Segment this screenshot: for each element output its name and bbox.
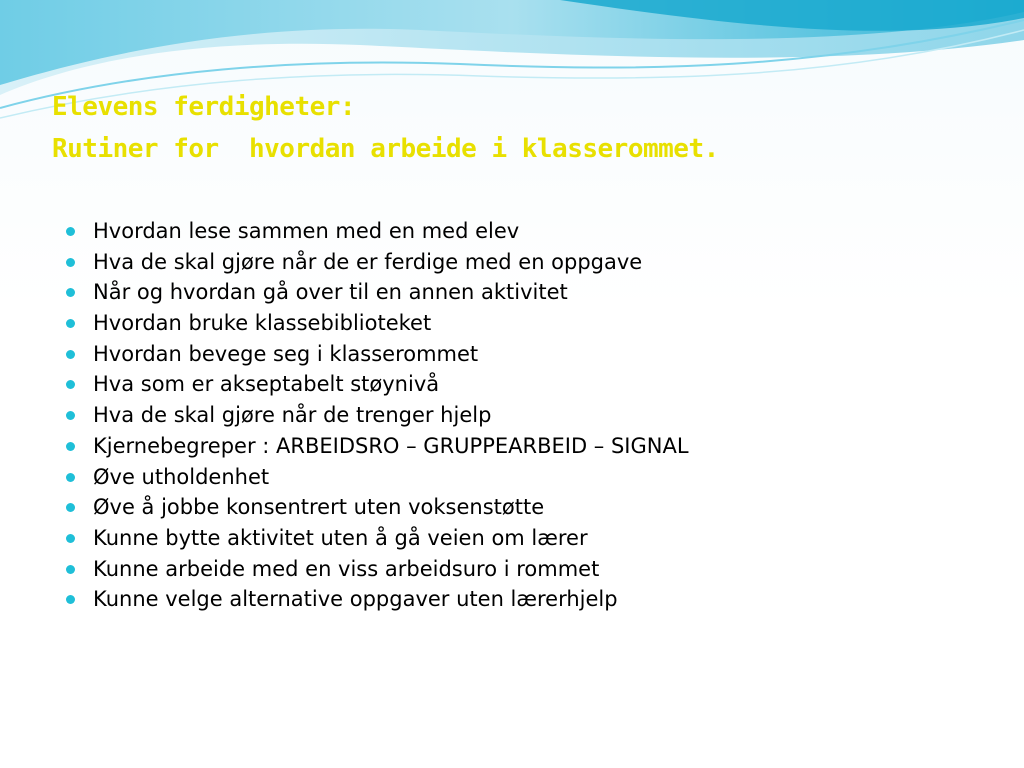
list-item-text: Kunne bytte aktivitet uten å gå veien om lærer: [93, 525, 588, 550]
list-item-text: Øve å jobbe konsentrert uten voksenstøtte: [93, 495, 545, 520]
list-item: [66, 247, 689, 278]
list-item-text: Kjernebegreper : ARBEIDSRO – GRUPPEARBEID – SIGNAL: [93, 433, 689, 458]
list-item: [66, 584, 689, 615]
list-item-text: Kunne velge alternative oppgaver uten lærerhjelp: [93, 587, 618, 612]
bullet-list: [66, 216, 689, 615]
list-item: [66, 277, 689, 308]
list-item-text: Øve utholdenhet: [93, 464, 270, 489]
bullet-icon: [66, 473, 75, 482]
bullet-icon: [66, 380, 75, 389]
list-item: [66, 339, 689, 370]
list-item: [66, 462, 689, 493]
list-item-text: Hvordan bevege seg i klasserommet: [93, 341, 479, 366]
list-item-text: Kunne arbeide med en viss arbeidsuro i rommet: [93, 556, 600, 581]
bullet-icon: [66, 442, 75, 451]
list-item-text: Hvordan bruke klassebiblioteket: [93, 311, 432, 336]
title-line-1: Elevens ferdigheter:: [52, 92, 356, 122]
bullet-icon: [66, 227, 75, 236]
bullet-icon: [66, 595, 75, 604]
bullet-icon: [66, 350, 75, 359]
list-item: [66, 554, 689, 585]
list-item: [66, 369, 689, 400]
list-item: [66, 216, 689, 247]
list-item: [66, 308, 689, 339]
bullet-icon: [66, 565, 75, 574]
list-item-text: Hvordan lese sammen med en med elev: [93, 219, 520, 243]
title-line-2: Rutiner for hvordan arbeide i klasserommet.: [52, 134, 719, 164]
bullet-icon: [66, 411, 75, 420]
list-item: [66, 492, 689, 523]
bullet-icon: [66, 503, 75, 512]
slide-title: [52, 86, 719, 170]
list-item: [66, 400, 689, 431]
list-item-text: Hva de skal gjøre når de er ferdige med en oppgave: [93, 249, 643, 274]
list-item: [66, 523, 689, 554]
list-item-text: Når og hvordan gå over til en annen aktivitet: [93, 280, 568, 305]
list-item: [66, 431, 689, 462]
bullet-icon: [66, 319, 75, 328]
list-item-text: Hva de skal gjøre når de trenger hjelp: [93, 403, 492, 428]
bullet-icon: [66, 258, 75, 267]
bullet-icon: [66, 534, 75, 543]
list-item-text: Hva som er akseptabelt støynivå: [93, 372, 440, 397]
bullet-icon: [66, 288, 75, 297]
